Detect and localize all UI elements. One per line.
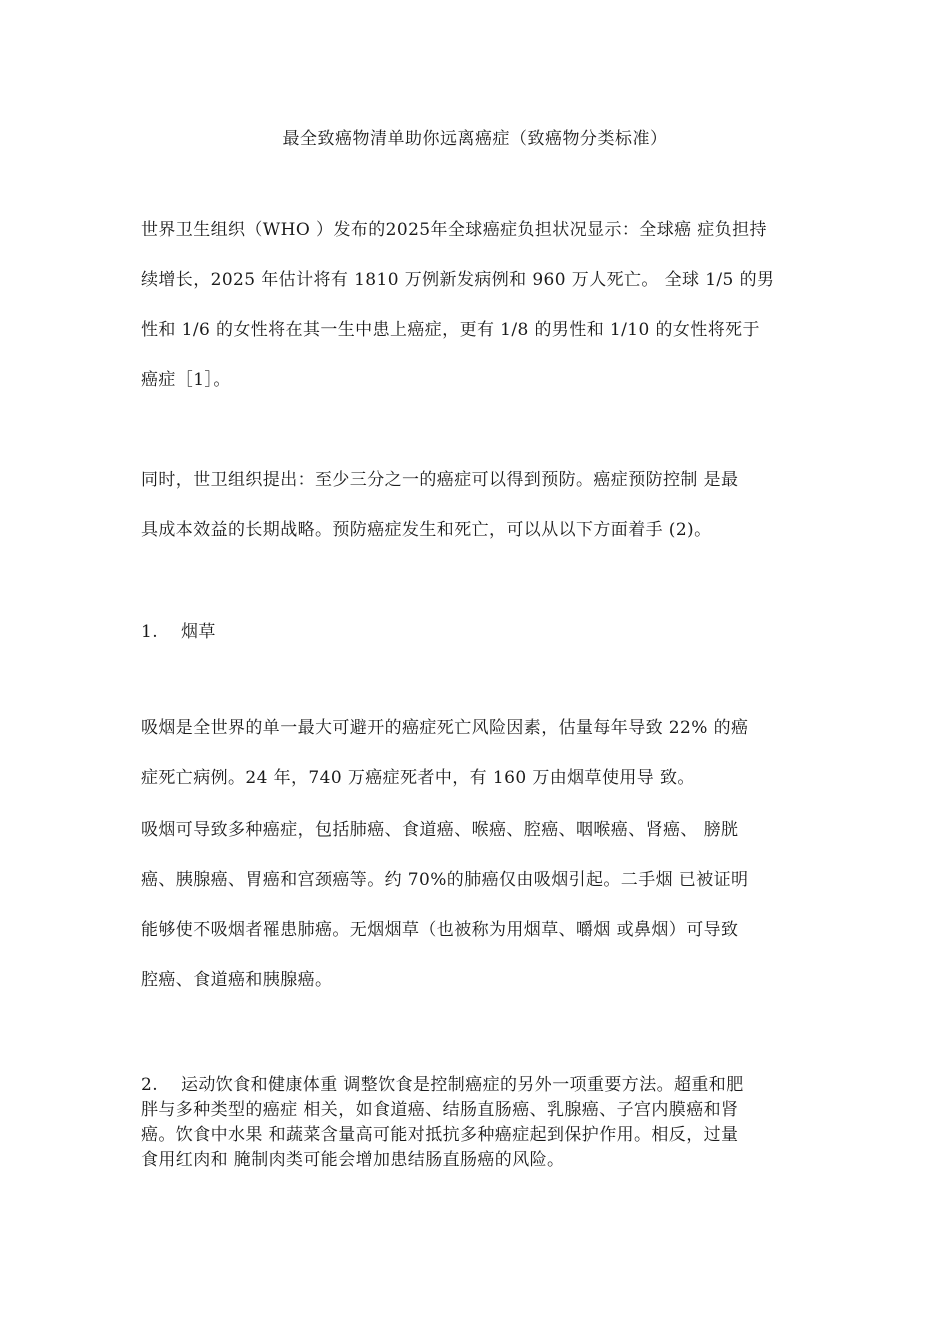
paragraph-line: 癌。饮食中水果 和蔬菜含量高可能对抵抗多种癌症起到保护作用。相反，过量 [141, 1125, 739, 1145]
paragraph-line: 胖与多种类型的癌症 相关，如食道癌、结肠直肠癌、乳腺癌、子宫内膜癌和肾 [141, 1100, 739, 1120]
paragraph-smoking-risk [141, 716, 821, 816]
paragraph-prevention [141, 468, 821, 568]
paragraph-line: 腔癌、食道癌和胰腺癌。 [141, 970, 333, 990]
section-heading-text: 烟草 [181, 622, 216, 642]
paragraph-line: 吸烟是全世界的单一最大可避开的癌症死亡风险因素，估量每年导致 22% 的癌 [141, 718, 749, 738]
paragraph-who-report [141, 218, 821, 418]
paragraph-line: 食用红肉和 腌制肉类可能会增加患结肠直肠癌的风险。 [141, 1150, 565, 1170]
section-heading-tobacco [141, 620, 821, 670]
paragraph-line: 续增长，2025 年估计将有 1810 万例新发病例和 960 万人死亡。 全球 1/5 的男 [141, 270, 775, 290]
paragraph-line: 世界卫生组织（WHO ）发布的2025年全球癌症负担状况显示：全球癌 症负担持 [141, 220, 767, 240]
paragraph-line [141, 1073, 821, 1098]
paragraph-line: 吸烟可导致多种癌症，包括肺癌、食道癌、喉癌、腔癌、咽喉癌、肾癌、 膀胱 [141, 820, 739, 840]
section-number: 2. [141, 1075, 159, 1095]
paragraph-line: 癌、胰腺癌、胃癌和宫颈癌等。约 70%的肺癌仅由吸烟引起。二手烟 已被证明 [141, 870, 749, 890]
section-number: 1. [141, 622, 159, 642]
paragraph-line: 癌症［1］。 [141, 370, 231, 390]
section-heading-line [141, 620, 821, 670]
paragraph-line: 症死亡病例。24 年，740 万癌症死者中，有 160 万由烟草使用导 致。 [141, 768, 695, 788]
paragraph-line: 同时，世卫组织提出：至少三分之一的癌症可以得到预防。癌症预防控制 是最 [141, 470, 739, 490]
paragraph-line: 具成本效益的长期战略。预防癌症发生和死亡，可以从以下方面着手 (2)。 [141, 520, 712, 540]
paragraph-line: 能够使不吸烟者罹患肺癌。无烟烟草（也被称为用烟草、嚼烟 或鼻烟）可导致 [141, 920, 739, 940]
paragraph-line: 性和 1/6 的女性将在其一生中患上癌症，更有 1/8 的男性和 1/10 的女性将死于 [141, 320, 760, 340]
section-text: 运动饮食和健康体重 调整饮食是控制癌症的另外一项重要方法。超重和肥 [181, 1075, 744, 1095]
paragraph-smoking-cancers [141, 818, 821, 1018]
section-diet-weight [141, 1073, 821, 1173]
document-title: 最全致癌物清单助你远离癌症（致癌物分类标准） [282, 129, 668, 149]
